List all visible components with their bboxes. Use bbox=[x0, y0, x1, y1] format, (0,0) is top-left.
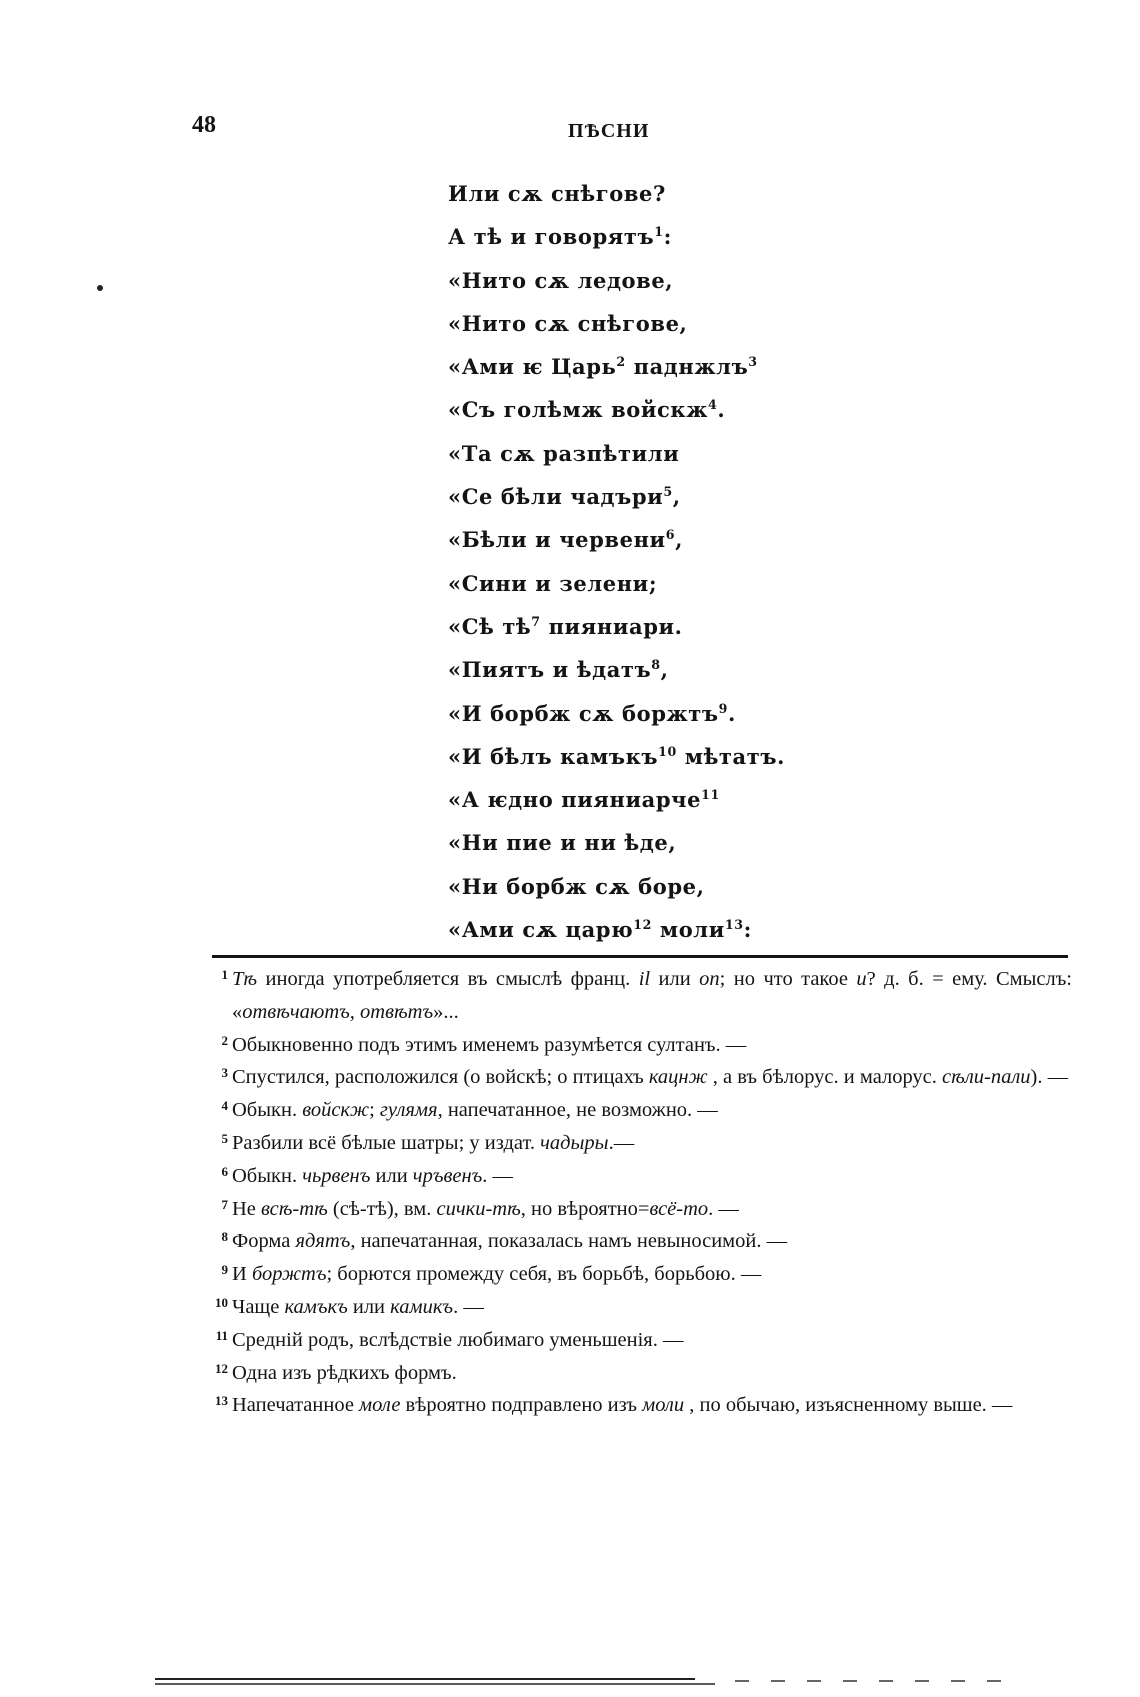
verse-text-cont: мѣтатъ. bbox=[676, 743, 785, 769]
footnote-text: Одна изъ рѣдкихъ формъ. bbox=[232, 1361, 457, 1384]
footnote-italic-text: чадыры bbox=[540, 1131, 609, 1154]
footnote-number: 3 bbox=[221, 1065, 228, 1081]
verse-text: «Бѣли и червени bbox=[448, 527, 666, 553]
footnote-text: »... bbox=[433, 1000, 459, 1023]
footnote-text: или bbox=[347, 1295, 391, 1318]
verse-line bbox=[448, 778, 785, 821]
verse-block bbox=[448, 172, 785, 951]
footnote bbox=[202, 1291, 1072, 1324]
footnote-italic-text: всё-то bbox=[649, 1197, 709, 1220]
verse-line bbox=[448, 518, 785, 561]
footnote-number: 2 bbox=[221, 1032, 228, 1048]
footnote-number: 10 bbox=[215, 1294, 228, 1310]
footnote-number: 1 bbox=[221, 967, 228, 982]
verse-line bbox=[448, 692, 785, 735]
footnote bbox=[202, 1389, 1072, 1422]
footnote-marker: 4 bbox=[708, 397, 718, 413]
footnote-italic-text: ядятъ bbox=[295, 1230, 351, 1253]
footnote-marker: 2 bbox=[616, 354, 626, 370]
footnote bbox=[202, 1160, 1072, 1193]
footnote bbox=[202, 1258, 1072, 1291]
verse-line bbox=[448, 648, 785, 691]
footnote-number: 7 bbox=[221, 1196, 228, 1212]
verse-line bbox=[448, 821, 785, 864]
verse-text: «Та сѫ разпѣтили bbox=[448, 440, 680, 466]
footnote-text: , напечатанное, не возможно. — bbox=[437, 1099, 718, 1122]
verse-line bbox=[448, 475, 785, 518]
footnote-marker: 13 bbox=[724, 917, 744, 933]
footnote bbox=[202, 1225, 1072, 1258]
footnote-marker: 10 bbox=[658, 743, 677, 759]
verse-line bbox=[448, 388, 785, 431]
footnote-text: Разбили всё бѣлые шатры; у издат. bbox=[232, 1131, 541, 1154]
footnote-text: , но вѣроятно= bbox=[520, 1197, 650, 1220]
footnote-marker: 9 bbox=[718, 700, 728, 716]
footnote-text: Не bbox=[232, 1197, 262, 1220]
footnote-marker: 1 bbox=[654, 224, 664, 240]
footnote-number: 13 bbox=[215, 1393, 228, 1409]
verse-text-cont: , bbox=[660, 657, 669, 683]
verse-text: «Сѣ тѣ bbox=[448, 613, 532, 639]
verse-text-cont: : bbox=[663, 224, 672, 250]
verse-text-cont: пияниари. bbox=[540, 613, 683, 639]
verse-line bbox=[448, 605, 785, 648]
footnote-text: Средній родъ, вслѣдствіе любимаго уменьшенія. — bbox=[232, 1328, 684, 1351]
footnote bbox=[202, 1061, 1072, 1094]
verse-text: «Ни пие и ни ѣде, bbox=[448, 830, 677, 856]
footnote-text: Обыкновенно подъ этимъ именемъ разумѣется султанъ. — bbox=[232, 1033, 747, 1056]
footnote-text: иногда употребляется въ смыслѣ франц. bbox=[257, 968, 639, 990]
footnote-rule bbox=[212, 955, 1068, 958]
verse-text-cont: , bbox=[675, 527, 684, 553]
verse-line bbox=[448, 215, 785, 258]
footnote-italic-text: камикъ bbox=[390, 1295, 454, 1318]
footnote-number: 8 bbox=[221, 1229, 228, 1245]
footnote-text: .— bbox=[608, 1131, 635, 1154]
footnote-text: ). — bbox=[1030, 1066, 1069, 1089]
verse-text: «Ами ѥ Царь bbox=[448, 354, 617, 380]
verse-text-cont: , bbox=[672, 484, 681, 510]
footnote-marker: 11 bbox=[701, 787, 720, 803]
footnote-number: 11 bbox=[215, 1327, 228, 1343]
footnote-italic-text: кацнж bbox=[648, 1066, 708, 1089]
verse-text: «Ами сѫ царю bbox=[448, 917, 634, 943]
footnote-marker: 7 bbox=[531, 613, 541, 629]
verse-line bbox=[448, 172, 785, 215]
verse-line bbox=[448, 562, 785, 605]
verse-text: «А ѥдно пияниарче bbox=[448, 787, 702, 813]
footnote-italic-text: моле bbox=[359, 1394, 401, 1417]
footnote-italic-text: on bbox=[699, 968, 720, 990]
footnote bbox=[202, 1127, 1072, 1160]
footnote-text: Форма bbox=[232, 1230, 296, 1253]
verse-text: «Пиятъ и ѣдатъ bbox=[448, 657, 652, 683]
footnote-italic-text: камъкъ bbox=[284, 1295, 348, 1318]
footnote-italic-text: сички-тѣ bbox=[436, 1197, 521, 1220]
footnote-marker: 5 bbox=[663, 484, 673, 500]
footnote-italic-text: сѣли-пали bbox=[942, 1066, 1031, 1089]
footnote-text: . — bbox=[482, 1164, 514, 1187]
verse-text: Или сѫ снѣгове? bbox=[448, 181, 666, 206]
footnote-italic-text: моли bbox=[642, 1394, 685, 1417]
ink-speck bbox=[97, 285, 103, 291]
footnote-text: Спустился, расположился (о войскѣ; о птицахъ bbox=[232, 1066, 649, 1089]
footnote-text: Напечатанное bbox=[232, 1394, 360, 1417]
footnote-italic-text: и bbox=[856, 968, 867, 990]
verse-text: «Се бѣли чадъри bbox=[448, 484, 664, 510]
verse-text-cont: . bbox=[717, 397, 726, 423]
footnote-marker: 6 bbox=[665, 527, 676, 543]
footnote-marker: 3 bbox=[748, 354, 758, 370]
footnote bbox=[202, 1357, 1072, 1390]
footnote-text: или bbox=[650, 968, 700, 990]
footnote-text: Обыкн. bbox=[232, 1099, 303, 1122]
footnote-italic-text: Тѣ bbox=[232, 968, 258, 990]
footnote-italic-text: чьрвенъ bbox=[302, 1164, 371, 1187]
footnote-text: . — bbox=[708, 1197, 739, 1220]
verse-line bbox=[448, 908, 785, 951]
footnote-italic-text: войскж bbox=[302, 1099, 370, 1122]
footnote-text: , по обычаю, изъясненному выше. — bbox=[684, 1394, 1013, 1417]
bottom-page-rules bbox=[155, 1675, 1015, 1689]
verse-text: «И бѣлъ камъкъ bbox=[448, 743, 659, 769]
verse-text: «Ни борбж сѫ боре, bbox=[448, 873, 705, 899]
footnotes-block bbox=[202, 963, 1072, 1422]
verse-line bbox=[448, 735, 785, 778]
verse-text: «Сини и зелени; bbox=[448, 570, 658, 596]
verse-text-cont: . bbox=[728, 700, 736, 726]
footnote-text: И bbox=[232, 1263, 252, 1286]
verse-line bbox=[448, 259, 785, 302]
footnote bbox=[202, 1324, 1072, 1357]
verse-text: «Съ голѣмж войскж bbox=[448, 397, 708, 423]
verse-line bbox=[448, 432, 785, 475]
footnote-text: ; но что такое bbox=[719, 968, 857, 990]
verse-text-cont: паднжлъ bbox=[625, 354, 749, 380]
footnote-text: (сѣ-тѣ), вм. bbox=[327, 1197, 437, 1220]
footnote-marker: 12 bbox=[633, 917, 652, 933]
verse-line bbox=[448, 302, 785, 345]
footnote-italic-text: чръвенъ bbox=[412, 1164, 483, 1187]
footnote-text: Чаще bbox=[232, 1295, 285, 1318]
footnote-italic-text: гулямя bbox=[379, 1099, 438, 1122]
footnote-text: вѣроятно подправлено изъ bbox=[400, 1394, 643, 1417]
footnote-text: , напечатанная, показалась намъ невыносимой. — bbox=[350, 1230, 788, 1253]
footnote-text: ? д. б. = ему. Смыслъ: « bbox=[232, 968, 1073, 1023]
verse-line bbox=[448, 865, 785, 908]
verse-text: «Нито сѫ ледове, bbox=[448, 267, 674, 293]
page-number: 48 bbox=[192, 112, 216, 138]
footnote bbox=[202, 1029, 1072, 1062]
footnote-text: или bbox=[370, 1164, 413, 1187]
footnote-number: 5 bbox=[221, 1130, 228, 1146]
footnote-text: ; bbox=[369, 1099, 380, 1122]
footnote bbox=[202, 1094, 1072, 1127]
footnote bbox=[202, 963, 1072, 1029]
running-head: ПѢСНИ bbox=[568, 120, 650, 142]
footnote bbox=[202, 1193, 1072, 1226]
footnote-text: . — bbox=[453, 1295, 484, 1318]
verse-text-cont: моли bbox=[651, 917, 725, 943]
footnote-italic-text: il bbox=[638, 968, 651, 990]
footnote-text: , а въ бѣлорус. и малорус. bbox=[707, 1066, 943, 1089]
verse-text: «И борбж сѫ боржтъ bbox=[448, 700, 719, 726]
footnote-text: ; борются промежду себя, въ борьбѣ, борьбою. — bbox=[326, 1263, 762, 1286]
footnote-number: 4 bbox=[221, 1098, 228, 1114]
footnote-number: 6 bbox=[221, 1163, 228, 1179]
verse-text-cont: : bbox=[743, 917, 752, 943]
footnote-number: 9 bbox=[221, 1262, 228, 1278]
verse-text: «Нито сѫ снѣгове, bbox=[448, 310, 688, 336]
verse-line bbox=[448, 345, 785, 388]
verse-text: А тѣ и говорятъ bbox=[448, 224, 655, 250]
footnote-italic-text: всѣ-тѣ bbox=[261, 1197, 328, 1220]
footnote-text: Обыкн. bbox=[232, 1164, 303, 1187]
footnote-italic-text: боржтъ bbox=[251, 1263, 327, 1286]
footnote-italic-text: отвѣчаютъ, отвѣтъ bbox=[242, 1000, 434, 1023]
footnote-marker: 8 bbox=[651, 657, 661, 673]
footnote-number: 12 bbox=[215, 1360, 228, 1376]
